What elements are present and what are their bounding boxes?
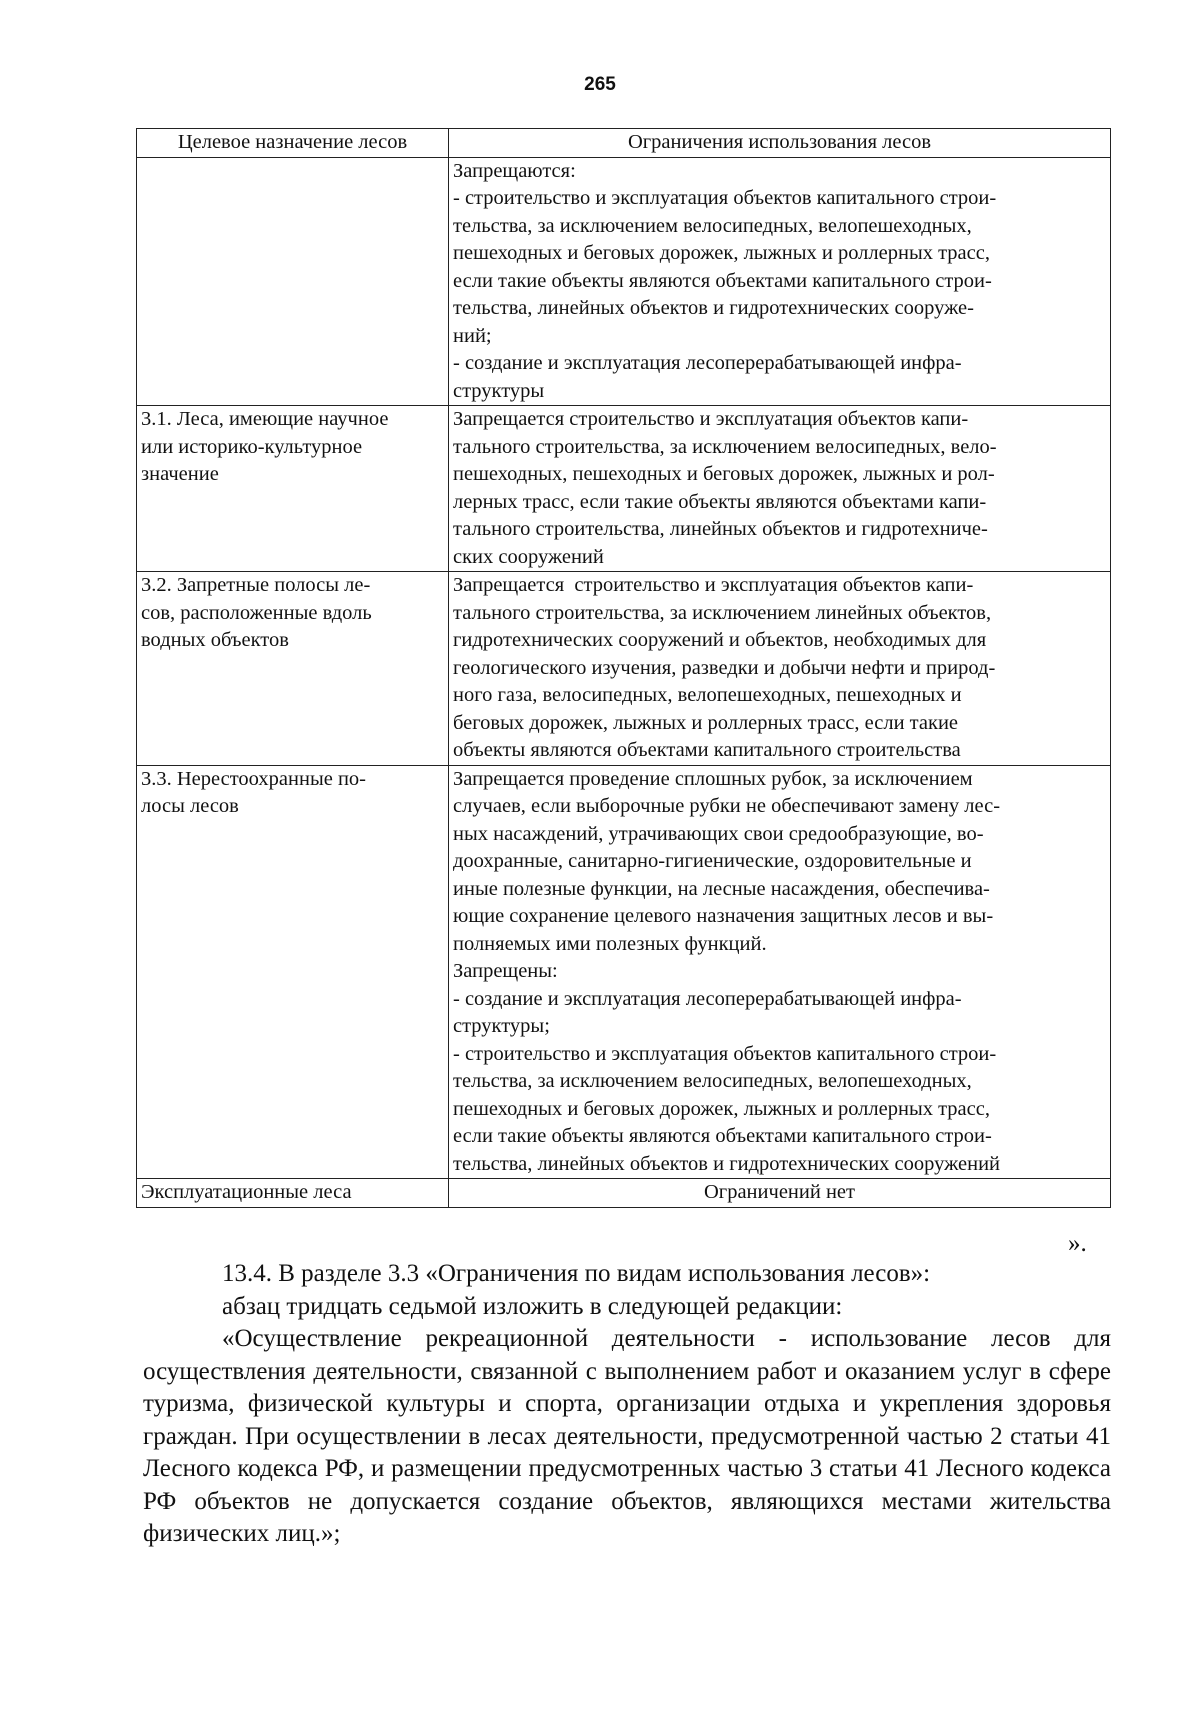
- text-line: ющие сохранение целевого назначения защитных лесов и вы-: [453, 905, 994, 927]
- table-row: [137, 157, 1111, 406]
- restrictions-cell: [449, 1179, 1111, 1208]
- text-line: значение: [141, 463, 219, 485]
- text-line: структуры;: [453, 1015, 550, 1037]
- restrictions-cell: [449, 406, 1111, 572]
- text-line: или историко-культурное: [141, 435, 363, 458]
- text-line: иные полезные функции, на лесные насаждения, обеспечива-: [453, 877, 990, 900]
- restrictions-cell: [449, 572, 1111, 766]
- text-line: - создание и эксплуатация лесоперерабатывающей инфра-: [453, 352, 962, 374]
- text-line: Запрещаются:: [453, 159, 576, 182]
- table-row: [137, 1179, 1111, 1208]
- text-line: доохранные, санитарно-гигиенические, оздоровительные и: [453, 850, 972, 872]
- text-line: гидротехнических сооружений и объектов, необходимых для: [453, 629, 987, 651]
- text-line: если такие объекты являются объектами капитального строи-: [453, 269, 992, 292]
- text-line: пешеходных и беговых дорожек, лыжных и роллерных трасс,: [453, 1097, 990, 1120]
- purpose-cell: [137, 157, 449, 406]
- forest-restrictions-table: [136, 128, 1111, 1208]
- paragraph-new-wording: «Осуществление рекреационной деятельности - использование лесов для осуществления деятельности, связанной с выполнением работ и оказанием услуг в сфере туризма, физической культуры и спорта, организации отдыха и укрепления здоровья граждан. При осуществлении в лесах деятельности, предусмотренной частью 2 статьи 41 Лесного кодекса РФ, и размещении предусмотренных частью 3 статьи 41 Лесного кодекса РФ объектов не допускается создание объектов, являющихся местами жительства физических лиц.»;: [143, 1325, 1111, 1547]
- text-line: ских сооружений: [453, 545, 604, 568]
- text-line: полняемых ими полезных функций.: [453, 932, 767, 955]
- purpose-cell: [137, 406, 449, 572]
- text-line: Эксплуатационные леса: [141, 1181, 352, 1203]
- text-line: 3.2. Запретные полосы ле-: [141, 574, 371, 596]
- text-line: Запрещается проведение сплошных рубок, за исключением: [453, 767, 973, 790]
- text-line: беговых дорожек, лыжных и роллерных трасс, если такие: [453, 711, 959, 734]
- text-line: Запрещены:: [453, 960, 558, 982]
- text-line: тального строительства, линейных объектов и гидротехниче-: [453, 518, 988, 540]
- text-line: тельства, линейных объектов и гидротехнических сооруже-: [453, 297, 974, 319]
- column-header-restrictions: Ограничения использования лесов: [449, 129, 1111, 158]
- text-line: ных насаждений, утрачивающих свои средообразующие, во-: [453, 822, 984, 845]
- text-line: лосы лесов: [141, 795, 239, 817]
- column-header-purpose: Целевое назначение лесов: [137, 129, 449, 158]
- text-line: тельства, за исключением велосипедных, велопешеходных,: [453, 1070, 972, 1092]
- purpose-cell: [137, 765, 449, 1179]
- text-line: Запрещается строительство и эксплуатация объектов капи-: [453, 574, 974, 596]
- text-line: объекты являются объектами капитального строительства: [453, 739, 961, 761]
- text-line: - создание и эксплуатация лесоперерабатывающей инфра-: [453, 987, 962, 1010]
- text-line: тального строительства, за исключением линейных объектов,: [453, 601, 992, 624]
- purpose-cell: [137, 1179, 449, 1208]
- text-line: ного газа, велосипедных, велопешеходных, пешеходных и: [453, 684, 962, 706]
- closing-quote: ».: [1068, 1230, 1087, 1257]
- text-line: структуры: [453, 379, 545, 402]
- amendment-text: [143, 1258, 1111, 1551]
- text-line: тельства, за исключением велосипедных, велопешеходных,: [453, 214, 972, 237]
- restrictions-cell: [449, 157, 1111, 406]
- text-line: Запрещается строительство и эксплуатация объектов капи-: [453, 408, 969, 430]
- text-line: 3.3. Нерестоохранные по-: [141, 767, 366, 790]
- text-line: сов, расположенные вдоль: [141, 601, 372, 624]
- table-row: [137, 765, 1111, 1179]
- text-line: - строительство и эксплуатация объектов капитального строи-: [453, 187, 997, 209]
- table-row: [137, 406, 1111, 572]
- text-line: случаев, если выборочные рубки не обеспечивают замену лес-: [453, 795, 1001, 817]
- text-line: тельства, линейных объектов и гидротехнических сооружений: [453, 1152, 1001, 1175]
- text-line: 3.1. Леса, имеющие научное: [141, 408, 389, 430]
- text-line: геологического изучения, разведки и добычи нефти и природ-: [453, 656, 996, 679]
- text-line: - строительство и эксплуатация объектов капитального строи-: [453, 1042, 997, 1065]
- restrictions-cell: [449, 765, 1111, 1179]
- text-line: ний;: [453, 324, 492, 347]
- table-header-row: [137, 129, 1111, 158]
- purpose-cell: [137, 572, 449, 766]
- text-line: тального строительства, за исключением велосипедных, вело-: [453, 435, 997, 458]
- page-number: 265: [584, 74, 616, 95]
- paragraph-section-heading: 13.4. В разделе 3.3 «Ограничения по видам использования лесов»:: [222, 1260, 931, 1287]
- text-line: водных объектов: [141, 629, 289, 651]
- text-line: лерных трасс, если такие объекты являются объектами капи-: [453, 490, 987, 513]
- paragraph-instruction: абзац тридцать седьмой изложить в следующей редакции:: [222, 1292, 843, 1320]
- text-line: Ограничений нет: [704, 1181, 855, 1203]
- text-line: пешеходных и беговых дорожек, лыжных и роллерных трасс,: [453, 242, 990, 264]
- table-row: [137, 572, 1111, 766]
- text-line: пешеходных, пешеходных и беговых дорожек, лыжных и рол-: [453, 463, 995, 485]
- text-line: если такие объекты являются объектами капитального строи-: [453, 1125, 992, 1147]
